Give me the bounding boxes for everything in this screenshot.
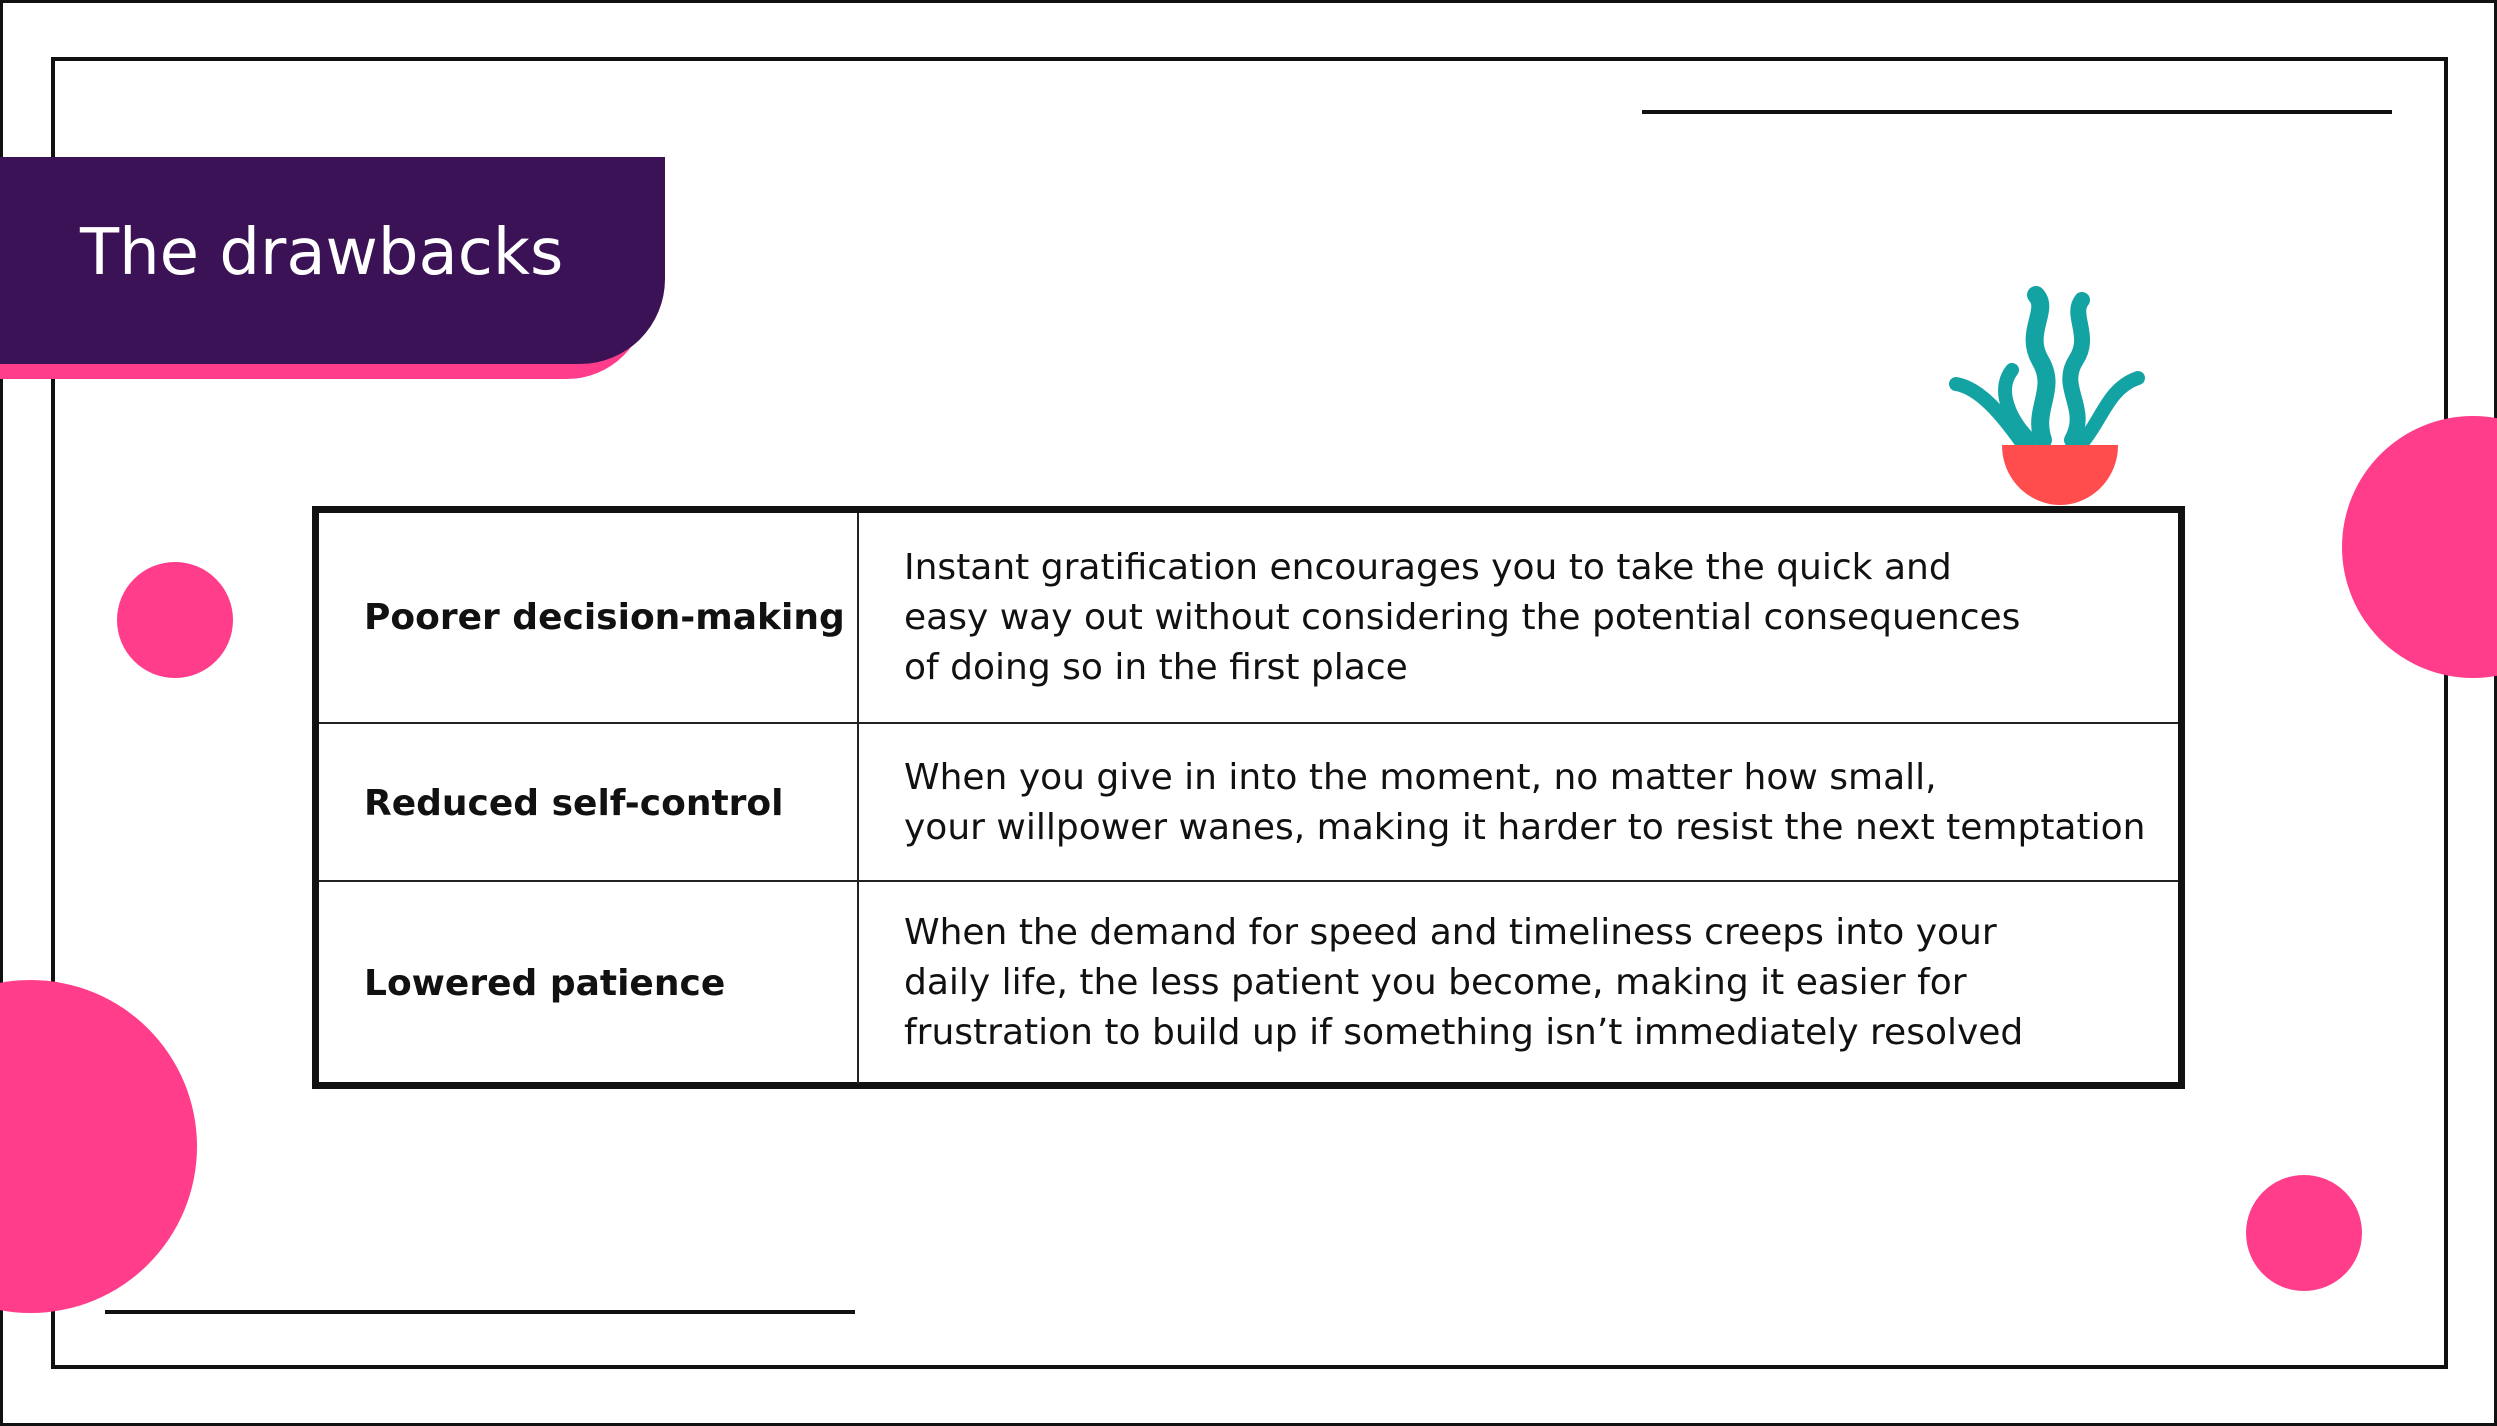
drawbacks-table bbox=[312, 506, 2185, 1089]
description-line: Instant gratification encourages you to take the quick and bbox=[904, 546, 1952, 588]
decorative-circle-bottom-right bbox=[2246, 1175, 2362, 1291]
potted-plant-icon bbox=[1940, 280, 2160, 510]
description-line: frustration to build up if something isn’t immediately resolved bbox=[904, 1012, 2024, 1053]
description-line: When you give in into the moment, no matter how small, bbox=[904, 757, 1937, 798]
row-description bbox=[859, 724, 2178, 882]
decorative-rule-bottom bbox=[105, 1310, 855, 1314]
row-description bbox=[859, 513, 2178, 722]
table-row bbox=[319, 513, 2178, 722]
description-line: easy way out without considering the potential consequences bbox=[904, 596, 2021, 638]
description-line: When the demand for speed and timeliness creeps into your bbox=[904, 912, 1997, 953]
table-row bbox=[319, 880, 2178, 1084]
row-description bbox=[859, 882, 2178, 1084]
description-line: of doing so in the first place bbox=[904, 646, 1408, 688]
slide-title: The drawbacks bbox=[80, 216, 564, 290]
decorative-circle-left-small bbox=[117, 562, 233, 678]
table-row bbox=[319, 722, 2178, 882]
decorative-rule-top bbox=[1642, 110, 2392, 114]
description-line: daily life, the less patient you become, making it easier for bbox=[904, 962, 1967, 1003]
row-label: Poorer decision-making bbox=[319, 513, 859, 722]
row-label: Lowered patience bbox=[319, 882, 859, 1084]
row-label: Reduced self-control bbox=[319, 724, 859, 882]
description-line: your willpower wanes, making it harder to resist the next temptation bbox=[904, 807, 2146, 848]
